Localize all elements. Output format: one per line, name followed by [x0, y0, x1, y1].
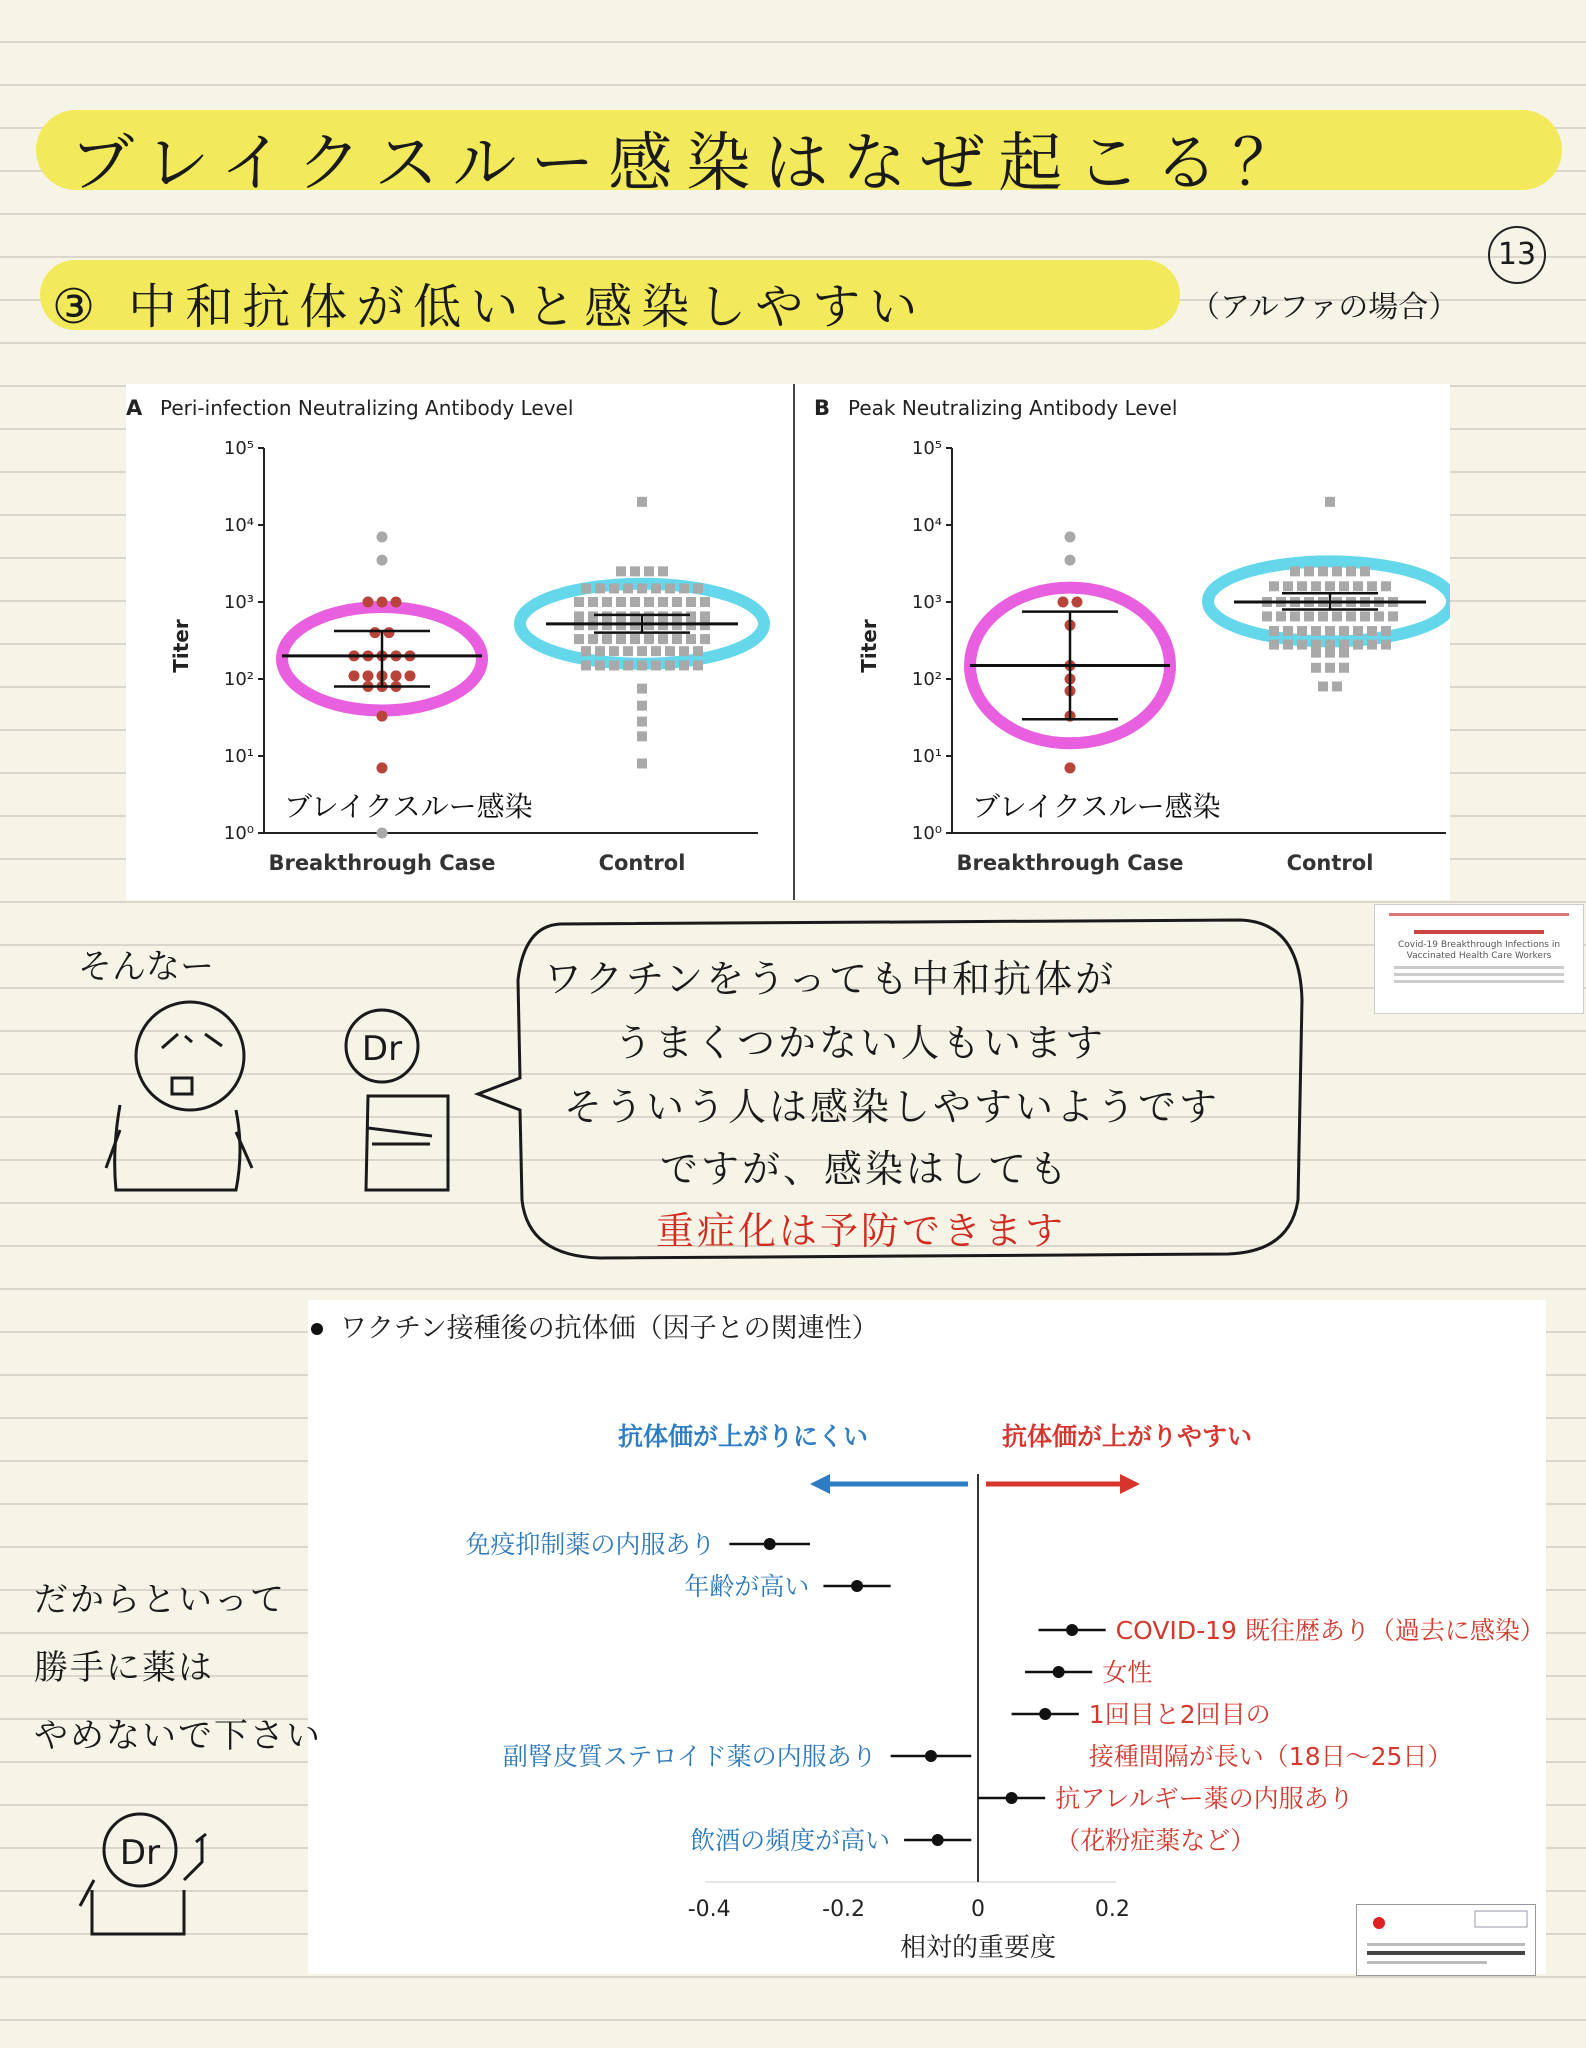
data-point-0-1	[574, 634, 584, 644]
reference-paper-title: Covid-19 Breakthrough Infections in Vaccinated Health Care Workers	[1397, 940, 1561, 961]
data-point-0-0	[384, 627, 395, 638]
data-point-0-0	[370, 627, 381, 638]
data-point-0-1	[588, 611, 598, 621]
y-tick-label-1-1: 10¹	[911, 746, 942, 767]
factor-point-0	[764, 1538, 776, 1550]
data-point-0-0	[377, 597, 388, 608]
data-point-1-1	[1325, 497, 1335, 507]
data-point-1-1	[1269, 640, 1279, 650]
factor-point-3	[1053, 1666, 1065, 1678]
data-point-0-1	[700, 634, 710, 644]
speech-line-4: ですが、感染はしても	[660, 1147, 1071, 1191]
data-point-1-0	[1058, 597, 1069, 608]
data-point-0-1	[644, 611, 654, 621]
data-point-0-1	[637, 701, 647, 711]
data-point-1-1	[1283, 626, 1293, 636]
data-point-1-1	[1346, 611, 1356, 621]
data-point-0-1	[693, 646, 703, 656]
y-tick-label-0-4: 10⁴	[223, 515, 254, 536]
factor-point-5	[925, 1750, 937, 1762]
y-tick-label-0-0: 10⁰	[223, 823, 254, 844]
data-point-1-1	[1325, 626, 1335, 636]
factor-point-6	[1006, 1792, 1018, 1804]
panel-letter-0: A	[126, 396, 143, 420]
data-point-1-1	[1353, 626, 1363, 636]
data-point-1-1	[1311, 581, 1321, 591]
data-point-0-1	[595, 583, 605, 593]
data-point-0-1	[588, 634, 598, 644]
data-point-1-1	[1297, 581, 1307, 591]
data-point-0-0	[391, 670, 402, 681]
patient-exclamation: そんなー	[78, 947, 214, 987]
data-point-1-1	[1311, 626, 1321, 636]
data-point-0-1	[665, 660, 675, 670]
data-point-0-1	[616, 566, 626, 576]
data-point-0-1	[609, 646, 619, 656]
data-point-0-1	[693, 583, 703, 593]
x-category-label-0-1: Control	[598, 851, 686, 875]
y-tick-label-1-5: 10⁵	[911, 438, 942, 459]
factor-label-7: 飲酒の頻度が高い	[690, 1826, 891, 1855]
data-point-0-1	[595, 646, 605, 656]
data-point-1-0	[1065, 531, 1076, 542]
factor-label-second-4: 接種間隔が長い（18日～25日）	[1088, 1742, 1453, 1771]
data-point-0-1	[630, 611, 640, 621]
data-point-0-0	[391, 597, 402, 608]
data-point-0-1	[637, 717, 647, 727]
panel-letter-1: B	[814, 396, 831, 420]
data-point-1-1	[1339, 581, 1349, 591]
data-point-0-1	[595, 660, 605, 670]
data-point-0-1	[700, 597, 710, 607]
data-point-0-1	[672, 634, 682, 644]
data-point-1-1	[1318, 566, 1328, 576]
data-point-0-1	[574, 611, 584, 621]
data-point-1-1	[1311, 663, 1321, 673]
data-point-1-1	[1353, 581, 1363, 591]
forest-x-label: 相対的重要度	[899, 1933, 1057, 1963]
doctor-badge-small: Dr	[119, 1833, 161, 1873]
data-point-0-1	[679, 583, 689, 593]
data-point-0-1	[637, 646, 647, 656]
factor-point-1	[851, 1580, 863, 1592]
data-point-1-1	[1276, 611, 1286, 621]
data-point-0-1	[616, 611, 626, 621]
data-point-0-1	[658, 611, 668, 621]
data-point-0-1	[658, 597, 668, 607]
data-point-0-0	[363, 597, 374, 608]
data-point-1-1	[1332, 611, 1342, 621]
bullet-icon	[311, 1323, 323, 1335]
data-point-0-0	[405, 670, 416, 681]
data-point-0-0	[377, 711, 388, 722]
data-point-1-0	[1065, 762, 1076, 773]
data-point-0-1	[602, 597, 612, 607]
data-point-0-1	[637, 497, 647, 507]
data-point-1-1	[1381, 626, 1391, 636]
factor-label-3: 女性	[1102, 1658, 1153, 1687]
data-point-1-1	[1360, 566, 1370, 576]
speech-line-2: うまくつかない人もいます	[614, 1021, 1107, 1065]
data-point-0-1	[637, 660, 647, 670]
data-point-1-1	[1283, 581, 1293, 591]
data-point-1-1	[1269, 626, 1279, 636]
y-axis-label-0: Titer	[169, 619, 193, 673]
data-point-0-0	[377, 828, 388, 839]
data-point-1-1	[1353, 640, 1363, 650]
data-point-0-1	[630, 566, 640, 576]
factor-label-2: COVID-19 既往歴あり（過去に感染）	[1115, 1616, 1545, 1645]
factor-label-0: 免疫抑制薬の内服あり	[465, 1530, 716, 1559]
data-point-1-1	[1325, 581, 1335, 591]
data-point-0-1	[644, 597, 654, 607]
note-line-1: だからといって	[34, 1580, 286, 1620]
data-point-1-1	[1339, 626, 1349, 636]
data-point-1-1	[1332, 566, 1342, 576]
data-point-0-1	[637, 684, 647, 694]
data-point-1-1	[1290, 611, 1300, 621]
data-point-1-1	[1367, 581, 1377, 591]
y-tick-label-1-2: 10²	[911, 669, 942, 690]
subtitle: ③ 中和抗体が低いと感染しやすい	[52, 279, 927, 335]
y-tick-label-0-3: 10³	[223, 592, 254, 613]
data-point-1-1	[1325, 663, 1335, 673]
panel-annotation-1: ブレイクスルー感染	[972, 790, 1221, 823]
left-header: 抗体価が上がりにくい	[617, 1422, 868, 1451]
data-point-1-1	[1297, 640, 1307, 650]
red-circle-logo-icon	[1373, 1917, 1385, 1929]
data-point-0-1	[693, 660, 703, 670]
factor-point-2	[1066, 1624, 1078, 1636]
factor-point-7	[932, 1834, 944, 1846]
data-point-0-1	[665, 583, 675, 593]
data-point-0-1	[581, 646, 591, 656]
factor-label-6: 抗アレルギー薬の内服あり	[1055, 1784, 1354, 1813]
data-point-1-1	[1318, 611, 1328, 621]
data-point-1-1	[1290, 566, 1300, 576]
data-point-0-1	[679, 660, 689, 670]
data-point-1-1	[1374, 611, 1384, 621]
forest-x-tick-0: -0.4	[687, 1897, 731, 1922]
data-point-0-1	[637, 583, 647, 593]
factor-label-second-6: （花粉症薬など）	[1055, 1826, 1256, 1855]
y-tick-label-1-4: 10⁴	[911, 515, 942, 536]
data-point-1-1	[1283, 640, 1293, 650]
data-point-0-1	[609, 660, 619, 670]
y-tick-label-0-1: 10¹	[223, 746, 254, 767]
data-point-1-1	[1325, 640, 1335, 650]
speech-line-1: ワクチンをうっても中和抗体が	[544, 957, 1117, 1001]
data-point-0-0	[377, 762, 388, 773]
data-point-0-0	[377, 555, 388, 566]
data-point-0-1	[700, 611, 710, 621]
y-axis-label-1: Titer	[857, 619, 881, 673]
source-document-thumbnail	[1356, 1904, 1536, 1976]
data-point-1-1	[1381, 640, 1391, 650]
forest-title: ワクチン接種後の抗体価（因子との関連性）	[340, 1313, 879, 1344]
data-point-0-1	[672, 597, 682, 607]
data-point-0-1	[623, 646, 633, 656]
data-point-1-1	[1367, 640, 1377, 650]
x-category-label-1-1: Control	[1286, 851, 1374, 875]
data-point-1-1	[1381, 581, 1391, 591]
right-header: 抗体価が上がりやすい	[1002, 1422, 1253, 1451]
doctor-figure-small	[60, 1800, 240, 1940]
data-point-1-1	[1367, 626, 1377, 636]
data-point-0-0	[377, 531, 388, 542]
data-point-1-1	[1360, 611, 1370, 621]
data-point-0-1	[623, 583, 633, 593]
data-point-1-1	[1262, 611, 1272, 621]
data-point-0-1	[672, 611, 682, 621]
factor-forest-plot	[308, 1300, 1546, 1974]
speech-emphasis: 重症化は予防できます	[656, 1209, 1067, 1253]
y-tick-label-0-5: 10⁵	[223, 438, 254, 459]
data-point-0-1	[581, 583, 591, 593]
data-point-0-1	[623, 660, 633, 670]
data-point-1-1	[1297, 626, 1307, 636]
x-category-label-0-0: Breakthrough Case	[268, 851, 496, 875]
data-point-0-0	[363, 670, 374, 681]
y-tick-label-1-3: 10³	[911, 592, 942, 613]
note-line-3: やめないで下さい	[34, 1716, 322, 1756]
data-point-1-1	[1339, 663, 1349, 673]
data-point-0-1	[658, 566, 668, 576]
data-point-0-1	[665, 646, 675, 656]
data-point-0-1	[602, 611, 612, 621]
data-point-0-1	[686, 634, 696, 644]
y-tick-label-1-0: 10⁰	[911, 823, 942, 844]
forest-x-tick-3: 0.2	[1094, 1897, 1130, 1922]
panel-title-1: Peak Neutralizing Antibody Level	[848, 396, 1178, 420]
factor-label-4: 1回目と2回目の	[1088, 1700, 1271, 1729]
data-point-0-1	[651, 660, 661, 670]
panel-title-0: Peri-infection Neutralizing Antibody Level	[160, 396, 574, 420]
data-point-0-1	[581, 660, 591, 670]
data-point-1-1	[1346, 566, 1356, 576]
data-point-0-0	[349, 670, 360, 681]
page-title: ブレイクスルー感染はなぜ起こる？	[70, 127, 1311, 201]
data-point-0-1	[574, 597, 584, 607]
factor-label-1: 年齢が高い	[684, 1572, 810, 1601]
data-point-1-1	[1304, 611, 1314, 621]
forest-x-tick-1: -0.2	[822, 1897, 866, 1922]
data-point-0-1	[644, 566, 654, 576]
panel-annotation-0: ブレイクスルー感染	[284, 790, 533, 823]
data-point-0-1	[616, 597, 626, 607]
data-point-0-1	[658, 634, 668, 644]
data-point-0-1	[637, 758, 647, 768]
data-point-0-1	[686, 611, 696, 621]
data-point-0-1	[686, 597, 696, 607]
patient-figure	[106, 1002, 252, 1190]
x-category-label-1-0: Breakthrough Case	[956, 851, 1184, 875]
data-point-0-1	[616, 634, 626, 644]
data-point-1-0	[1065, 555, 1076, 566]
data-point-0-1	[630, 597, 640, 607]
factor-label-5: 副腎皮質ステロイド薬の内服あり	[502, 1742, 877, 1771]
data-point-0-1	[637, 731, 647, 741]
data-point-0-1	[651, 646, 661, 656]
data-point-1-1	[1311, 640, 1321, 650]
data-point-1-0	[1072, 597, 1083, 608]
data-point-1-1	[1304, 566, 1314, 576]
data-point-1-1	[1388, 611, 1398, 621]
data-point-0-1	[588, 597, 598, 607]
doctor-badge: Dr	[361, 1029, 403, 1069]
data-point-0-1	[630, 634, 640, 644]
page-number: 13	[1488, 226, 1546, 284]
data-point-0-1	[651, 583, 661, 593]
antibody-level-charts	[126, 384, 1450, 900]
data-point-1-1	[1339, 640, 1349, 650]
data-point-1-1	[1269, 581, 1279, 591]
data-point-1-1	[1332, 681, 1342, 691]
forest-x-tick-2: 0	[971, 1897, 985, 1922]
data-point-0-1	[609, 583, 619, 593]
data-point-1-1	[1318, 681, 1328, 691]
note-line-2: 勝手に薬は	[34, 1648, 214, 1688]
data-point-0-1	[679, 646, 689, 656]
speech-line-3: そういう人は感染しやすいようです	[564, 1085, 1221, 1129]
data-point-0-1	[644, 634, 654, 644]
factor-point-4	[1039, 1708, 1051, 1720]
subtitle-note: （アルファの場合）	[1190, 290, 1459, 325]
data-point-0-1	[602, 634, 612, 644]
y-tick-label-0-2: 10²	[223, 669, 254, 690]
